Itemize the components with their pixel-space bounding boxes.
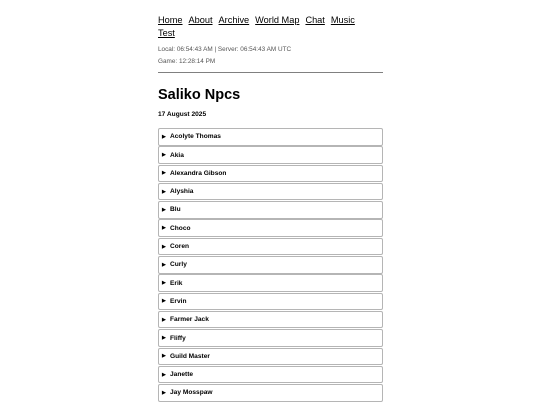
npc-name: Alyshia bbox=[170, 188, 194, 196]
nav-link-test[interactable]: Test bbox=[158, 27, 175, 38]
npc-item[interactable] bbox=[158, 146, 383, 164]
npc-name: Curly bbox=[170, 261, 187, 269]
npc-item[interactable] bbox=[158, 366, 383, 384]
clock-info bbox=[158, 44, 383, 68]
expand-arrow-icon: ▶ bbox=[162, 188, 166, 195]
page-container bbox=[158, 14, 383, 402]
expand-arrow-icon: ▶ bbox=[162, 261, 166, 268]
npc-name: Coren bbox=[170, 243, 190, 251]
npc-item[interactable] bbox=[158, 274, 383, 292]
header-divider bbox=[158, 72, 383, 73]
npc-name: Erik bbox=[170, 279, 183, 287]
expand-arrow-icon: ▶ bbox=[162, 243, 166, 250]
npc-name: Fliffy bbox=[170, 334, 186, 342]
page-title: Saliko Npcs bbox=[158, 87, 241, 103]
expand-arrow-icon: ▶ bbox=[162, 133, 166, 140]
expand-arrow-icon: ▶ bbox=[162, 316, 166, 323]
npc-name: Guild Master bbox=[170, 352, 210, 360]
npc-name: Choco bbox=[170, 224, 191, 232]
npc-item[interactable] bbox=[158, 256, 383, 274]
npc-item[interactable] bbox=[158, 201, 383, 219]
expand-arrow-icon: ▶ bbox=[162, 280, 166, 287]
nav-link-chat[interactable]: Chat bbox=[305, 15, 325, 25]
expand-arrow-icon: ▶ bbox=[162, 170, 166, 177]
npc-item[interactable] bbox=[158, 329, 383, 347]
local-server-time: Local: 06:54:43 AM | Server: 06:54:43 AM UTC bbox=[158, 46, 292, 53]
npc-item[interactable] bbox=[158, 165, 383, 183]
expand-arrow-icon: ▶ bbox=[162, 335, 166, 342]
expand-arrow-icon: ▶ bbox=[162, 298, 166, 305]
page-date: 17 August 2025 bbox=[158, 111, 207, 118]
npc-item[interactable] bbox=[158, 238, 383, 256]
npc-name: Akia bbox=[170, 151, 184, 159]
game-time: Game: 12:28:14 PM bbox=[158, 58, 216, 65]
nav-link-world-map[interactable]: World Map bbox=[255, 15, 300, 25]
npc-name: Janette bbox=[170, 371, 194, 379]
npc-list bbox=[158, 128, 383, 402]
npc-name: Farmer Jack bbox=[170, 316, 209, 324]
npc-item[interactable] bbox=[158, 311, 383, 329]
npc-item[interactable] bbox=[158, 384, 383, 402]
nav-link-home[interactable]: Home bbox=[158, 15, 183, 25]
expand-arrow-icon: ▶ bbox=[162, 206, 166, 213]
npc-item[interactable] bbox=[158, 183, 383, 201]
expand-arrow-icon: ▶ bbox=[162, 152, 166, 159]
expand-arrow-icon: ▶ bbox=[162, 371, 166, 378]
npc-name: Alexandra Gibson bbox=[170, 169, 227, 177]
expand-arrow-icon: ▶ bbox=[162, 225, 166, 232]
expand-arrow-icon: ▶ bbox=[162, 389, 166, 396]
npc-item[interactable] bbox=[158, 219, 383, 237]
top-nav bbox=[158, 14, 383, 39]
npc-name: Blu bbox=[170, 206, 181, 214]
npc-name: Ervin bbox=[170, 297, 187, 305]
npc-name: Acolyte Thomas bbox=[170, 133, 221, 141]
nav-link-music[interactable]: Music bbox=[330, 15, 355, 25]
npc-item[interactable] bbox=[158, 348, 383, 366]
npc-name: Jay Mosspaw bbox=[170, 389, 213, 397]
npc-item[interactable] bbox=[158, 128, 383, 146]
nav-link-archive[interactable]: Archive bbox=[218, 15, 250, 25]
expand-arrow-icon: ▶ bbox=[162, 353, 166, 360]
nav-link-about[interactable]: About bbox=[188, 15, 213, 25]
npc-item[interactable] bbox=[158, 293, 383, 311]
